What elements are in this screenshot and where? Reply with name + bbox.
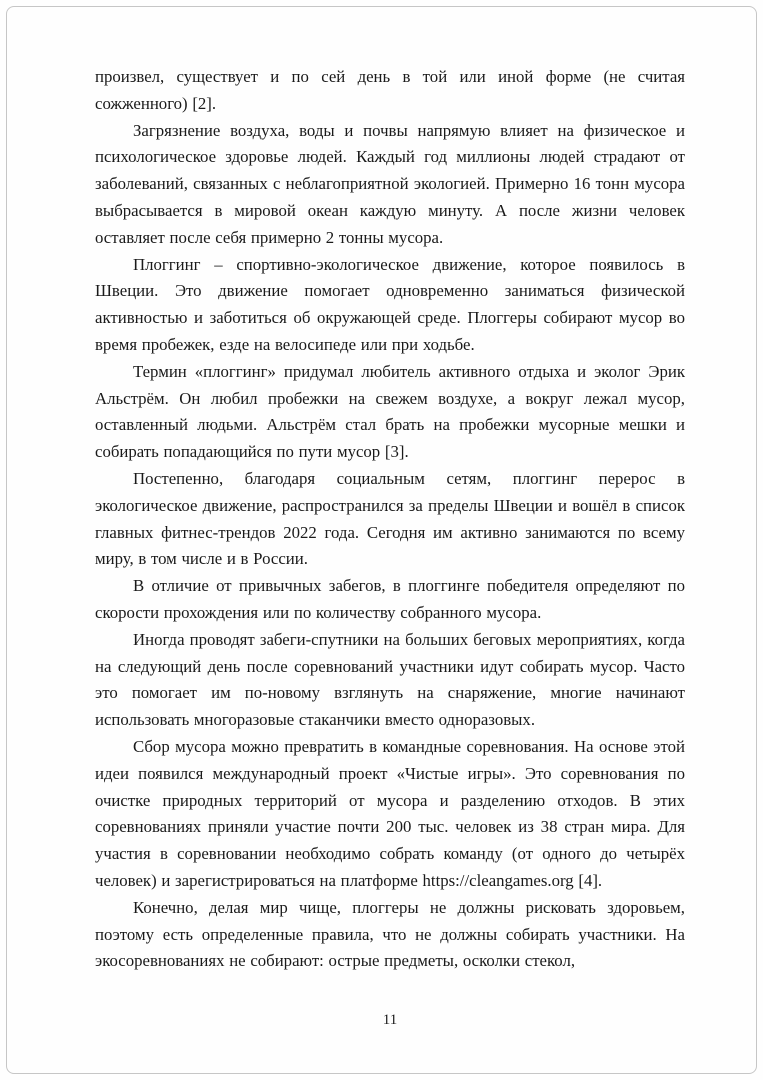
paragraph: Загрязнение воздуха, воды и почвы напрямую влияет на физическое и психологическое здоровье людей. Каждый год миллионы людей страдают от заболеваний, связанных с неблагоприятной экологией. Примерно 16 тонн мусора выбрасывается в мировой океан каждую минуту. А после жизни человек оставляет после себя примерно 2 тонны мусора. xyxy=(95,120,685,247)
paragraph: Сбор мусора можно превратить в командные соревнования. На основе этой идеи появился международный проект «Чистые игры». Это соревнования по очистке природных территорий от мусора и разделению отходов. В этих соревнованиях приняли участие почти 200 тыс. человек из 38 стран мира. Для участия в соревновании необходимо собрать команду (от одного до четырёх человек) и зарегистрироваться на платформе https://cleangames.org [4]. xyxy=(95,736,685,890)
paragraph: В отличие от привычных забегов, в плоггинге победителя определяют по скорости прохождения или по количеству собранного мусора. xyxy=(95,576,685,622)
paragraph: Конечно, делая мир чище, плоггеры не должны рисковать здоровьем, поэтому есть определенные правила, что не должны собирать участники. На экосоревнованиях не собирают: острые предметы, осколки стекол, xyxy=(95,897,685,971)
paragraph: Термин «плоггинг» придумал любитель активного отдыха и эколог Эрик Альстрём. Он любил пробежки на свежем воздухе, а вокруг лежал мусор, оставленный людьми. Альстрём стал брать на пробежки мусорные мешки и собирать попадающийся по пути мусор [3]. xyxy=(95,361,685,462)
page-number: 11 xyxy=(382,1012,398,1028)
paragraph-continuation: произвел, существует и по сей день в той или иной форме (не считая сожженного) [2]. xyxy=(95,67,685,113)
paragraph: Иногда проводят забеги-спутники на больших беговых мероприятиях, когда на следующий день после соревнований участники идут собирать мусор. Часто это помогает им по-новому взглянуть на снаряжение, многие начинают использовать многоразовые стаканчики вместо одноразовых. xyxy=(95,629,685,730)
paragraph: Постепенно, благодаря социальным сетям, плоггинг перерос в экологическое движение, распространился за пределы Швеции и вошёл в список главных фитнес-трендов 2022 года. Сегодня им активно занимаются по всему миру, в том числе и в России. xyxy=(95,468,685,569)
page-text-block xyxy=(95,64,685,975)
paragraph: Плоггинг – спортивно-экологическое движение, которое появилось в Швеции. Это движение помогает одновременно заниматься физической активностью и заботиться об окружающей среде. Плоггеры собирают мусор во время пробежек, езде на велосипеде или при ходьбе. xyxy=(95,254,685,354)
